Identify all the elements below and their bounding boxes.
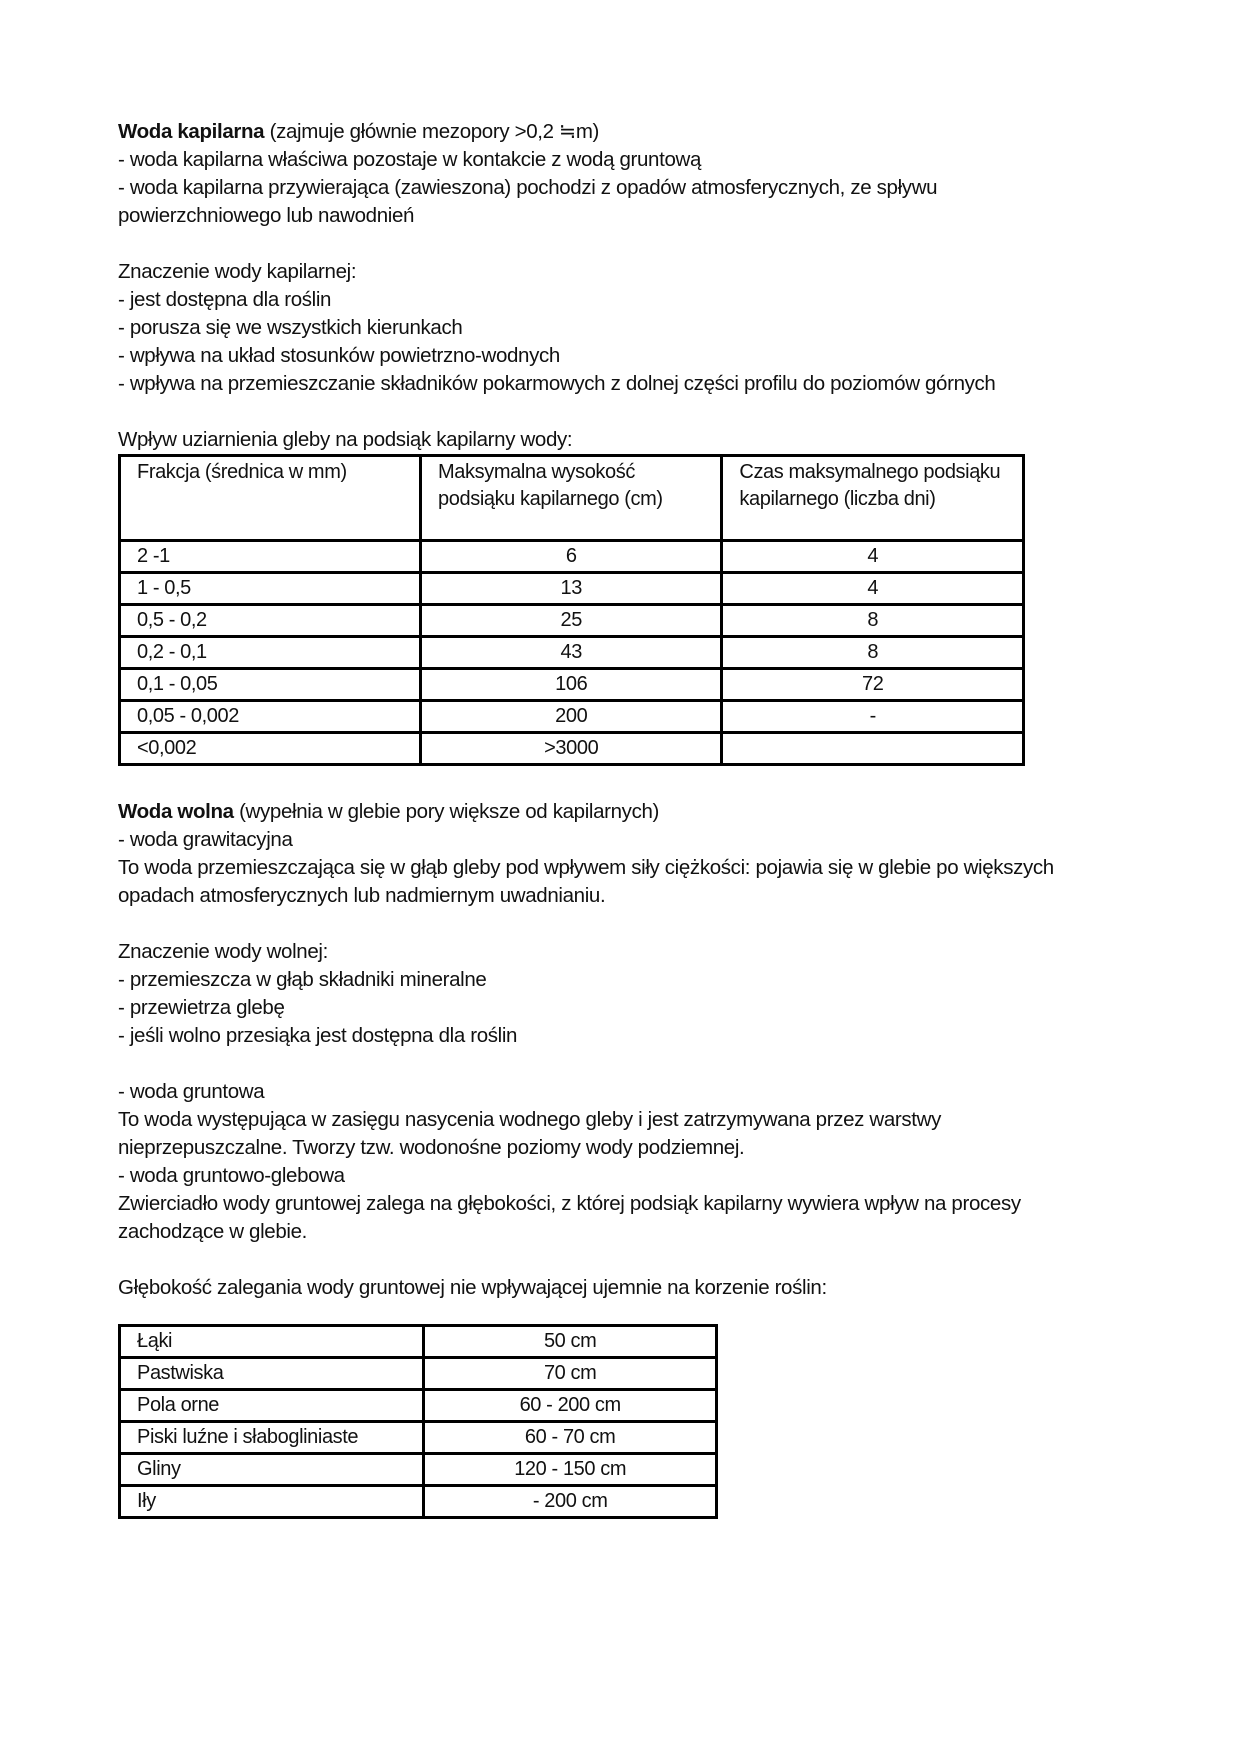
capillary-importance-item: - porusza się we wszystkich kierunkach — [118, 316, 463, 339]
table-row — [120, 1326, 717, 1358]
groundwater-depth-table — [118, 1324, 718, 1519]
depth-cell: 60 - 200 cm — [424, 1390, 717, 1422]
table-header-cell: Frakcja (średnica w mm) — [120, 456, 421, 541]
depth-cell: 70 cm — [424, 1358, 717, 1390]
fraction-cell: 0,5 - 0,2 — [120, 605, 421, 637]
table-row — [120, 669, 1024, 701]
capillary-subtitle: (zajmuje głównie mezopory >0,2 ≒m) — [264, 120, 600, 143]
table-row — [120, 573, 1024, 605]
land-type-cell: Łąki — [120, 1326, 424, 1358]
depth-cell: - 200 cm — [424, 1486, 717, 1518]
gravitational-desc: To woda przemieszczająca się w głąb gleby pod wpływem siły ciężkości: pojawia się w glebie po większych — [118, 856, 1054, 879]
table-row — [120, 1486, 717, 1518]
table1-caption: Wpływ uziarnienia gleby na podsiąk kapilarny wody: — [118, 428, 573, 451]
days-cell — [722, 733, 1024, 765]
land-type-cell: Pola orne — [120, 1390, 424, 1422]
days-cell: 72 — [722, 669, 1024, 701]
height-cell: 6 — [421, 541, 722, 573]
fraction-cell: 0,05 - 0,002 — [120, 701, 421, 733]
land-type-cell: Gliny — [120, 1454, 424, 1486]
capillary-rise-table — [118, 454, 1025, 766]
land-type-cell: Pastwiska — [120, 1358, 424, 1390]
fraction-cell: 0,1 - 0,05 — [120, 669, 421, 701]
depth-cell: 60 - 70 cm — [424, 1422, 717, 1454]
ground-soil-water-desc: Zwierciadło wody gruntowej zalega na głębokości, z której podsiąk kapilarny wywiera wpływ na procesy — [118, 1192, 1021, 1215]
gravitational-desc: opadach atmosferycznych lub nadmiernym uwadnianiu. — [118, 884, 606, 907]
groundwater-label: - woda gruntowa — [118, 1080, 265, 1103]
table-row — [120, 541, 1024, 573]
free-importance-item: - przewietrza glebę — [118, 996, 285, 1019]
days-cell: 4 — [722, 541, 1024, 573]
fraction-cell: 0,2 - 0,1 — [120, 637, 421, 669]
height-cell: >3000 — [421, 733, 722, 765]
table-row — [120, 701, 1024, 733]
free-water-title: Woda wolna — [118, 800, 234, 823]
table-row — [120, 637, 1024, 669]
free-water-heading — [118, 798, 1128, 826]
capillary-line: - woda kapilarna przywierająca (zawieszona) pochodzi z opadów atmosferycznych, ze spływu — [118, 176, 938, 199]
capillary-line: - woda kapilarna właściwa pozostaje w kontakcie z wodą gruntową — [118, 148, 702, 171]
table2-caption: Głębokość zalegania wody gruntowej nie wpływającej ujemnie na korzenie roślin: — [118, 1276, 827, 1299]
table-row — [120, 1454, 717, 1486]
fraction-cell: 2 -1 — [120, 541, 421, 573]
depth-cell: 50 cm — [424, 1326, 717, 1358]
depth-cell: 120 - 150 cm — [424, 1454, 717, 1486]
capillary-importance-item: - wpływa na układ stosunków powietrzno-wodnych — [118, 344, 560, 367]
height-cell: 25 — [421, 605, 722, 637]
land-type-cell: Piski luźne i słabogliniaste — [120, 1422, 424, 1454]
days-cell: 8 — [722, 605, 1024, 637]
table-header-cell: Czas maksymalnego podsiąku kapilarnego (liczba dni) — [722, 456, 1024, 541]
height-cell: 106 — [421, 669, 722, 701]
table-row — [120, 605, 1024, 637]
capillary-importance-item: - wpływa na przemieszczanie składników pokarmowych z dolnej części profilu do poziomów górnych — [118, 372, 996, 395]
capillary-line: powierzchniowego lub nawodnień — [118, 204, 415, 227]
table-header-cell: Maksymalna wysokość podsiąku kapilarnego (cm) — [421, 456, 722, 541]
capillary-importance-heading: Znaczenie wody kapilarnej: — [118, 260, 357, 283]
land-type-cell: Iły — [120, 1486, 424, 1518]
height-cell: 13 — [421, 573, 722, 605]
ground-soil-water-desc: zachodzące w glebie. — [118, 1220, 308, 1243]
table-row — [120, 1358, 717, 1390]
free-water-subtitle: (wypełnia w glebie pory większe od kapilarnych) — [233, 800, 660, 823]
free-importance-item: - jeśli wolno przesiąka jest dostępna dla roślin — [118, 1024, 518, 1047]
table-header-row — [120, 456, 1024, 541]
groundwater-desc: nieprzepuszczalne. Tworzy tzw. wodonośne poziomy wody podziemnej. — [118, 1136, 745, 1159]
table-row — [120, 1422, 717, 1454]
free-importance-heading: Znaczenie wody wolnej: — [118, 940, 328, 963]
height-cell: 200 — [421, 701, 722, 733]
table-row — [120, 1390, 717, 1422]
ground-soil-water-label: - woda gruntowo-glebowa — [118, 1164, 345, 1187]
days-cell: 4 — [722, 573, 1024, 605]
days-cell: 8 — [722, 637, 1024, 669]
capillary-title: Woda kapilarna — [118, 120, 265, 143]
fraction-cell: <0,002 — [120, 733, 421, 765]
fraction-cell: 1 - 0,5 — [120, 573, 421, 605]
table-row — [120, 733, 1024, 765]
free-importance-item: - przemieszcza w głąb składniki mineralne — [118, 968, 487, 991]
document-page — [118, 118, 1128, 1519]
days-cell: - — [722, 701, 1024, 733]
capillary-importance-item: - jest dostępna dla roślin — [118, 288, 332, 311]
height-cell: 43 — [421, 637, 722, 669]
capillary-heading — [118, 118, 1128, 146]
gravitational-label: - woda grawitacyjna — [118, 828, 293, 851]
groundwater-desc: To woda występująca w zasięgu nasycenia wodnego gleby i jest zatrzymywana przez warstwy — [118, 1108, 941, 1131]
